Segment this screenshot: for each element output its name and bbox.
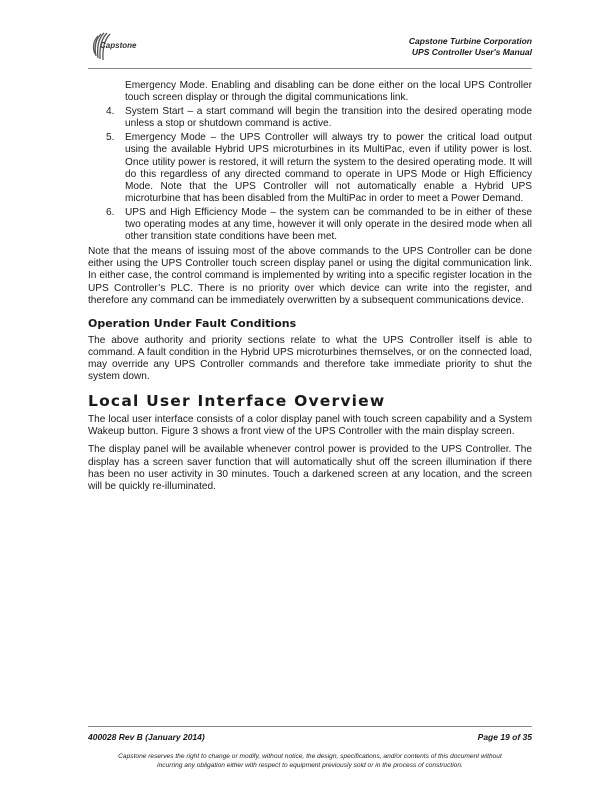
list-text: UPS and High Efficiency Mode – the system can be commanded to be in either of these two operating modes at any time, however it will only operate in the desired mode when all other transition state conditions have been met. [125, 206, 532, 243]
header-titles [409, 36, 532, 58]
disclaimer [88, 752, 532, 770]
header-divider [88, 68, 532, 69]
footer-divider [88, 726, 532, 727]
list-text: System Start – a start command will begin the transition into the desired operating mode unless a stop or shutdown command is active. [125, 106, 532, 130]
continuation-paragraph: Emergency Mode. Enabling and disabling can be done either on the local UPS Controller touch screen display or through the digital communications link. [125, 80, 532, 104]
list-item [88, 207, 532, 243]
list-number: 5. [106, 132, 115, 144]
ui-paragraph-2: The display panel will be available whenever control power is provided to the UPS Controller. The display has a screen saver function that will automatically shut off the screen illumination if there has been no user activity in 30 minutes. Touch a darkened screen at any location, and the screen will be quickly re-illuminated. [88, 444, 532, 492]
list-number: 6. [106, 206, 115, 218]
list-item [88, 132, 532, 205]
list-number: 4. [106, 106, 115, 118]
list-item [88, 106, 532, 130]
note-paragraph: Note that the means of issuing most of the above commands to the UPS Controller can be done either using the UPS Controller touch screen display panel or using the digital communication link. In either case, the control command is implemented by writing into a specific register location in the UPS Controller’s PLC. There is no priority over which device can write into the register, and therefore any command can be immediately overwritten by a subsequent communications device. [88, 246, 532, 306]
capstone-logo [88, 30, 148, 64]
list-text: Emergency Mode – the UPS Controller will always try to power the critical load output using the available Hybrid UPS microturbines in its MultiPac, even if utility power is lost. Once utility power is restored, it will return the system to the desired operating mode. It will do this regardless of any directed command to operate in UPS Mode or High Efficiency Mode. Note that the UPS Controller will not automatically enable a Hybrid UPS microturbine that has been disabled from the MultiPac in order to meet a Power Demand. [125, 132, 532, 204]
page-body [88, 80, 532, 493]
document-id: 400028 Rev B (January 2014) [88, 732, 205, 742]
manual-title: UPS Controller User's Manual [411, 47, 532, 57]
section-heading-ui: Local User Interface Overview [88, 392, 386, 411]
fault-paragraph: The above authority and priority sections relate to what the UPS Controller itself is able to command. A fault condition in the Hybrid UPS microturbines themselves, or on the connected load, may override any UPS Controller commands and therefore take immediate priority to shut the system down. [88, 334, 532, 383]
ui-paragraph-1: The local user interface consists of a color display panel with touch screen capability and a System Wakeup button. Figure 3 shows a front view of the UPS Controller with the main display screen. [88, 414, 532, 438]
disclaimer-line-2: incurring any obligation either with respect to equipment previously sold or in the process of construction. [157, 762, 463, 769]
page-footer [88, 726, 532, 770]
page-number: Page 19 of 35 [477, 732, 532, 742]
command-list [88, 106, 532, 243]
disclaimer-line-1: Capstone reserves the right to change or modify, without notice, the design, specifications, and/or contents of this document without [118, 753, 502, 760]
footer-row [88, 732, 532, 742]
logo-wordmark: Capstone [100, 41, 137, 50]
company-name: Capstone Turbine Corporation [408, 36, 532, 46]
page-header [88, 30, 532, 68]
section-heading-fault: Operation Under Fault Conditions [88, 316, 297, 330]
